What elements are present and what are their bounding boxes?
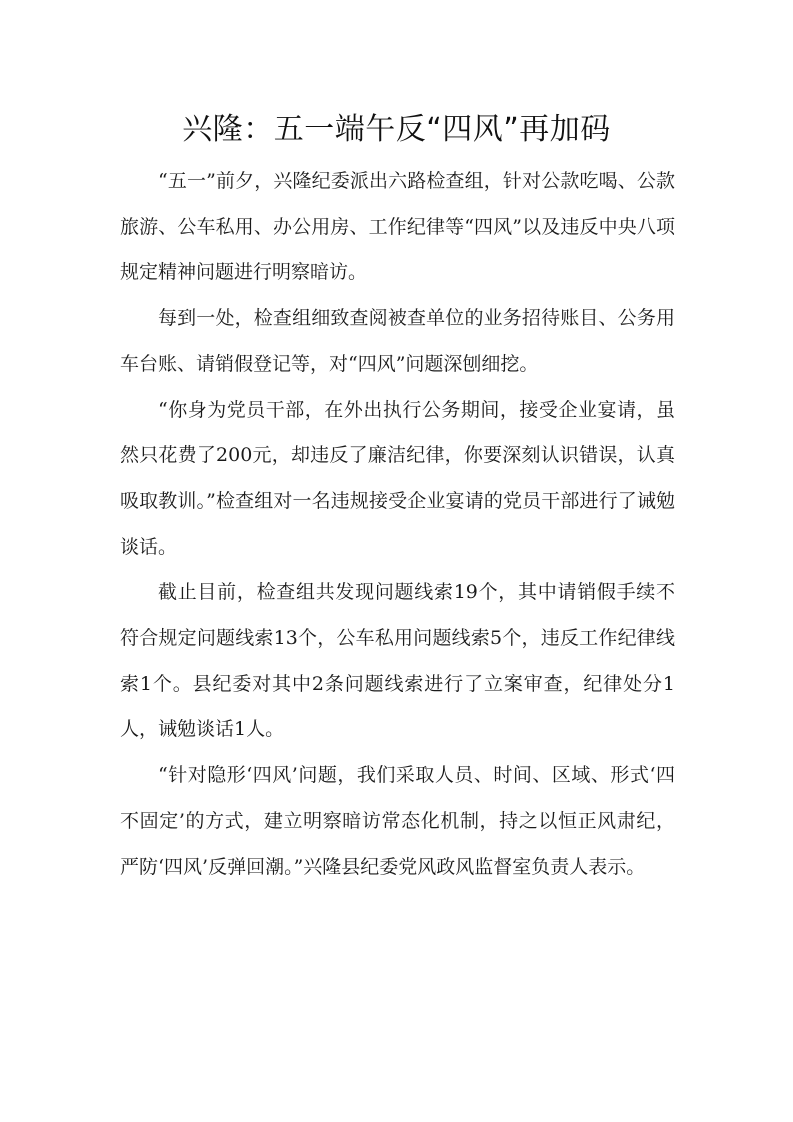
- paragraph-3: “你身为党员干部，在外出执行公务期间，接受企业宴请，虽然只花费了200元，却违反了廉洁纪律，你要深刻认识错误，认真吸取教训。”检查组对一名违规接受企业宴请的党员干部进行了诫勉谈话。: [120, 398, 675, 558]
- document-title: 兴隆：五一端午反“四风”再加码: [182, 112, 611, 147]
- paragraph-5: “针对隐形‘四风’问题，我们采取人员、时间、区域、形式‘四不固定’的方式，建立明察暗访常态化机制，持之以恒正风肃纪，严防‘四风’反弹回潮。”兴隆县纪委党风政风监督室负责人表示。: [120, 764, 675, 878]
- document-body: [120, 159, 675, 890]
- paragraph-1: “五一”前夕，兴隆纪委派出六路检查组，针对公款吃喝、公款旅游、公车私用、办公用房、工作纪律等“四风”以及违反中央八项规定精神问题进行明察暗访。: [120, 170, 675, 284]
- paragraph-4: 截止目前，检查组共发现问题线索19个，其中请销假手续不符合规定问题线索13个，公车私用问题线索5个，违反工作纪律线索1个。县纪委对其中2条问题线索进行了立案审查，纪律处分1人，诫勉谈话1人。: [120, 581, 675, 741]
- paragraph-2: 每到一处，检查组细致查阅被查单位的业务招待账目、公务用车台账、请销假登记等，对“四风”问题深刨细挖。: [120, 307, 675, 375]
